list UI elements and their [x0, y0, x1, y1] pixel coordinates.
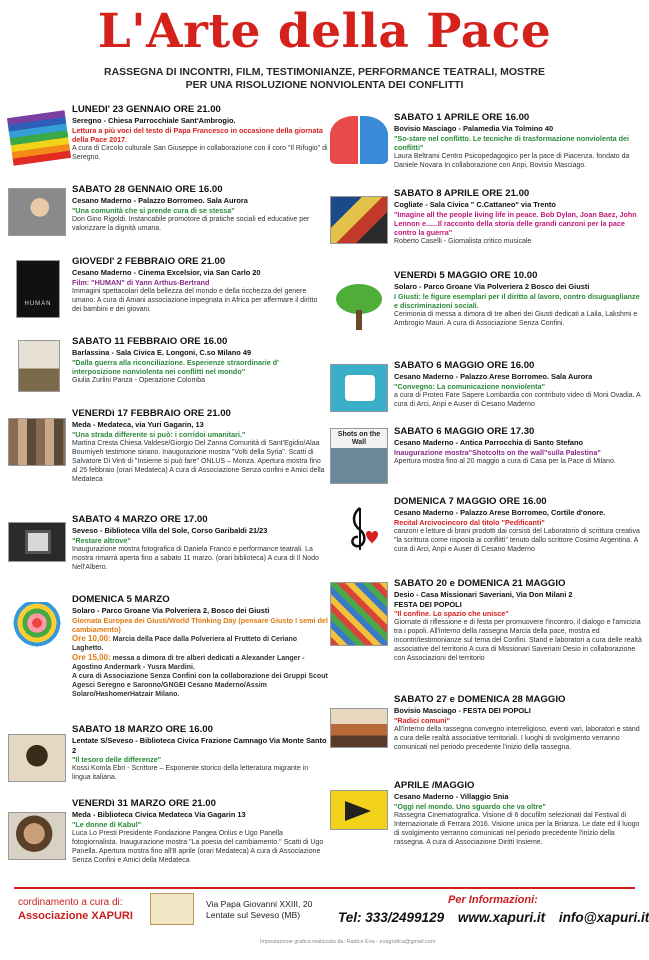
event-highlight: Recital Arcivocincoro dal titolo "Pedificanti"	[394, 517, 545, 527]
event-place-secondary: FESTA DEI POPOLI	[394, 599, 462, 609]
event-date: SABATO 1 APRILE ORE 16.00	[394, 112, 530, 123]
film-poster-label: HUMAN	[24, 301, 52, 307]
event-card	[8, 798, 328, 880]
poster-inner-shape	[345, 375, 375, 401]
event-card	[8, 104, 328, 176]
event-date: SABATO 18 MARZO ORE 16.00	[72, 724, 213, 735]
communication-poster-image	[330, 364, 388, 412]
event-card	[330, 112, 642, 178]
page-subtitle	[20, 66, 629, 92]
event-place: Bovisio Masciago - Palamedia Via Tolmino 40	[394, 124, 554, 133]
event-description: a cura di Proteo Fare Sapere Lombardia con contributo video di Moni Ovadia. A cura di Arci, Anpi e Auser di Cesano Maderno	[394, 391, 641, 408]
event-place: Cesano Maderno - Villaggio Snia	[394, 792, 509, 801]
tree-icon	[330, 284, 388, 332]
event-date: SABATO 28 GENNAIO ORE 16.00	[72, 184, 223, 195]
info-label: Per Informazioni:	[448, 894, 538, 906]
event-description: Apertura mostra fino al 20 maggio a cura di Casa per la Pace di Milano.	[394, 457, 616, 465]
event-description: All'interno della rassegna convegno interreligioso, eventi vari, laboratori e stand a cura delle realtà associative territoriali. I luoghi di svolgimento verranno comunicati nel periodo precedente l'inizio della rassegna.	[394, 725, 640, 751]
email-link[interactable]: info@xapuri.it	[558, 910, 649, 925]
event-place: Bovisio Masciago - FESTA DEI POPOLI	[394, 706, 531, 715]
event-card	[330, 188, 642, 260]
event-highlight: "Una strada differente si può: i corridoi umanitari."	[72, 429, 246, 439]
event-card	[8, 184, 328, 252]
event-description: A cura di Associazione Senza Confini con la collaborazione dei Gruppi Scout Agesci Seregno e Saronno/GNGEI Cesano Maderno/Assim Solaro/HashomerHatzair Milano.	[72, 672, 328, 698]
treble-clef-heart-icon	[330, 504, 388, 552]
event-highlight: Film: "HUMAN" di Yann Arthus-Bertrand	[72, 277, 210, 287]
address-line-1: Via Papa Giovanni XXIII, 20	[206, 899, 313, 909]
coordination-label: cordinamento a cura di:	[18, 897, 123, 908]
event-description: Laura Beltrami Centro Psicopedagogico per la pace di Piacenza. fondato da Daniele Novara In collaborazione con Anpi, Bovisio Masciago.	[394, 152, 630, 169]
people-photo	[330, 708, 388, 748]
event-card	[330, 780, 642, 886]
event-date: DOMENICA 5 MARZO	[72, 594, 170, 605]
event-highlight: "Dalla guerra alla riconciliazione. Esperienze straordinarie d' interposizione nonviolenta nei conflitti nel mondo"	[72, 357, 279, 376]
event-highlight: "Il tesoro delle differenze"	[72, 755, 162, 764]
event-place: Cesano Maderno - Antica Parrocchia di Santo Stefano	[394, 438, 584, 447]
event-highlight: "Restare altrove"	[72, 535, 131, 545]
event-date: VENERDì 5 MAGGIO ORE 10.00	[394, 270, 538, 281]
event-place: Meda - Medateca, via Yuri Gagarin, 13	[72, 420, 204, 429]
megaphone-shape	[345, 801, 371, 821]
organizer-address	[206, 899, 312, 921]
event-card	[8, 724, 328, 796]
event-place: Desio - Casa Missionari Saveriani, Via Don Milani 2	[394, 590, 573, 599]
event-time: Ore 15,00:	[72, 652, 111, 662]
event-highlight: "Convegno: La comunicazione nonviolenta"	[394, 381, 545, 391]
event-place: Solaro - Parco Groane Via Polveriera 2, Bosco dei Giusti	[72, 606, 270, 615]
event-description: canzoni e letture di brani prodotti dai corsisti del Laboratorio di scrittura creativa "la scrittura come risposta ai conflitti" tenuto dallo scrittore Cosimo Argentina. A cura di Arci, Anpi e Auser di Cesano Maderno	[394, 527, 640, 553]
megaphone-poster-image	[330, 790, 388, 830]
phone-number: Tel: 333/2499129	[338, 910, 445, 925]
xapuri-logo-image	[150, 893, 194, 925]
event-detail: Marcia della Pace dalla Polveriera al Frutteto di Ceriano Laghetto.	[72, 635, 298, 652]
event-date: SABATO 20 e DOMENICA 21 MAGGIO	[394, 578, 566, 589]
event-card	[330, 270, 642, 352]
event-card	[8, 256, 328, 330]
event-place: Solaro - Parco Groane Via Polveriera 2 Bosco dei Giusti	[394, 282, 590, 291]
film-poster-image	[16, 260, 60, 318]
event-place: Cesano Maderno - Cinema Excelsior, via San Carlo 20	[72, 268, 261, 277]
event-highlight: "Oggi nel mondo. Uno sguardo che va oltre"	[394, 801, 546, 811]
event-description: Inaugurazione mostra fotografica di Daniela Franco e performance teatrali. La mostra rimarrà aperta fino a sabato 11 marzo. (orari biblioteca) A cura di Il Nodo Nell'Albero.	[72, 545, 319, 571]
event-highlight: I Giusti: le figure esemplari per il diritto al lavoro, contro disuguaglianze e discriminazioni sociali.	[394, 291, 640, 310]
event-card	[8, 336, 328, 400]
event-description: Cerimonia di messa a dimora di tre alberi dei Giusti dedicati a Laila, Lakshmi e Ambrogio Mauri. A cura di Associazione Senza Confini.	[394, 310, 638, 327]
event-description: Roberto Caselli - Giornalista critico musicale	[394, 238, 532, 246]
event-date: SABATO 27 e DOMENICA 28 MAGGIO	[394, 694, 566, 705]
event-description: Giornate di riflessione e di festa per promuovere l'incontro, il dialogo e l'amicizia tra i popoli. All'interno della rassegna Marcia della pace, mostra ed incontri/testimonianze sul tema del Confini. Stand e laboratori a cura delle realtà associative del territorio A cura di Missionari Saveriani Desio in collaborazione con Associazioni del territorio	[394, 619, 642, 663]
footer-divider	[14, 887, 635, 889]
speaker-photo	[8, 188, 66, 236]
event-date: VENERDì 17 FEBBRAIO ORE 21.00	[72, 408, 231, 419]
event-highlight: Lettura a più voci del testo di Papa Francesco in occasione della giornata della Pace 2017.	[72, 125, 323, 144]
event-date: VENERDì 31 MARZO ORE 21.00	[72, 798, 216, 809]
event-card	[8, 594, 328, 718]
tree-of-hands-image	[8, 602, 66, 662]
event-highlight: "Il confine. Lo spazio che unisce"	[394, 609, 509, 618]
event-description: Luca Lo Presti Presidente Fondazione Pangea Onlus e Ugo Panella fotogiornalista. Inaugurazione mostra "La poesia del cambiamento." Scatti di Ugo Panella. Apertura mostra fino all'8 aprile (orari Medateca) A cura di Associazione Senza Confini e Amici della Medateca	[72, 829, 324, 864]
event-date: SABATO 11 FEBBRAIO ORE 16.00	[72, 336, 228, 347]
event-date: DOMENICA 7 MAGGIO ORE 16.00	[394, 496, 547, 507]
event-description: A cura di Circolo culturale San Giuseppe in collaborazione con il coro "Il Rifugio" di Seregno.	[72, 144, 328, 161]
address-line-2: Lentate sul Seveso (MB)	[206, 910, 301, 920]
event-description: Kossi Komla Ebri - Scrittore – Esponente storico della letteratura migrante in lingua italiana.	[72, 765, 309, 782]
event-place: Cogliate - Sala Civica " C.Cattaneo" via Trento	[394, 200, 556, 209]
event-place: Meda - Biblioteca Civica Medateca Via Gagarin 13	[72, 810, 246, 819]
event-highlight: "Le donne di Kabul"	[72, 819, 142, 829]
treble-clef-svg	[330, 504, 388, 552]
event-description: Rassegna Cinematografica. Visione di 6 docufilm selezionati dal Festival di Internazionale di Ferrara 2016. Visione unica per la Brianza. Le date ed il luogo di svolgimento verranno comunicati nel periodo precedente l'inizio della rassegna. A cura di Associazione Diritti Insieme.	[394, 811, 640, 846]
shots-on-the-wall-image	[330, 428, 388, 484]
event-date: SABATO 6 MAGGIO ORE 17.30	[394, 426, 535, 437]
event-card	[330, 426, 642, 492]
event-place: Cesano Maderno - Palazzo Borromeo. Sala Aurora	[72, 196, 248, 205]
event-card	[330, 694, 642, 766]
event-highlight: Inaugurazione mostra"Shotcolts on the wall"sulla Palestina"	[394, 447, 601, 457]
event-description: Immagini spettacolari della bellezza del mondo e della ricchezza del genere umano. A cura di Amani associazione impegnata in Africa per affermare il diritto dei bambini e dei giovani.	[72, 287, 318, 313]
event-time: Ore 10,00:	[72, 633, 111, 643]
event-highlight: "Imagine all the people living life in peace. Bob Dylan, Joan Baez, John Lennon e......Il racconto della storia delle grandi canzoni per la pace contro la guerra"	[394, 209, 637, 237]
page-title: L'Arte della Pace	[97, 4, 552, 59]
event-card	[8, 408, 328, 508]
event-detail: messa a dimora di tre alberi dedicati a Alexander Langer - Agostino Andermark - Yusra Mardini.	[72, 654, 305, 671]
event-highlight: "Radici comuni"	[394, 715, 450, 725]
event-description: Don Gino Rigoldi. Instancabile promotore di pratiche sociali ed educative per valorizzare la dignità umana.	[72, 215, 310, 232]
speaker-photo	[8, 734, 66, 782]
event-date: SABATO 8 APRILE ORE 21.00	[394, 188, 530, 199]
poster-title-label: Shots on the Wall	[337, 431, 381, 446]
musicians-collage-image	[330, 196, 388, 244]
event-card	[330, 578, 642, 688]
subtitle-line-2: PER UNA RISOLUZIONE NONVIOLENTA DEI CONFLITTI	[185, 79, 464, 91]
event-date: LUNEDI' 23 GENNAIO ORE 21.00	[72, 104, 221, 115]
event-date: SABATO 6 MAGGIO ORE 16.00	[394, 360, 535, 371]
event-place: Cesano Maderno - Palazzo Arese Borromeo, Cortile d'onore.	[394, 508, 606, 517]
event-place: Barlassina - Sala Civica E. Longoni, C.so Milano 49	[72, 348, 252, 357]
design-credit: Impostazione grafica realizzata da: Radice Eva - evagrafica@gmail.com	[260, 939, 436, 945]
event-card	[8, 514, 328, 584]
event-description: Martina Cresta Chiesa Valdese/Giorgio Del Zanna Comunità di Sant'Egidio/Alaa Bourniyeh testimone siriano. Inaugurazione mostra "Volti della Syria". Scatti di Salvatore Di Vinti di "Insieme si può fare" ONLUS – Monza. Apertura mostra fino al 25 febbraio (orari Medateca) A cura di Associazione Senza confini e Amici della Medateca	[72, 439, 325, 483]
event-date: APRILE /MAGGIO	[394, 780, 475, 791]
event-card	[330, 496, 642, 574]
subtitle-line-1: RASSEGNA DI INCONTRI, FILM, TESTIMONIANZE, PERFORMANCE TEATRALI, MOSTRE	[104, 66, 545, 78]
event-highlight: "Una comunità che si prende cura di se stessa"	[72, 205, 235, 215]
kabul-women-photo	[8, 812, 66, 860]
event-place: Lentate S/Seveso - Biblioteca Civica Frazione Camnago Via Monte Santo 2	[72, 736, 327, 755]
peace-flag-image	[7, 110, 71, 166]
website-link[interactable]: www.xapuri.it	[457, 910, 546, 925]
event-date: SABATO 4 MARZO ORE 17.00	[72, 514, 208, 525]
two-faces-image	[330, 116, 388, 164]
event-place: Seveso - Biblioteca Villa del Sole, Corso Garibaldi 21/23	[72, 526, 268, 535]
window-photo-image	[8, 522, 66, 562]
event-card	[330, 360, 642, 422]
tree-trunk-shape	[356, 310, 362, 330]
event-place: Cesano Maderno - Palazzo Arese Borromeo. Sala Aurora	[394, 372, 593, 381]
window-frame-shape	[25, 530, 51, 554]
contacts-row	[338, 910, 649, 925]
event-date: GIOVEDI' 2 FEBBRAIO ORE 21.00	[72, 256, 226, 267]
event-highlight: Giornata Europea dei Giusti/World Thinking Day (pensare Giusto I semi del cambiamento)	[72, 615, 328, 634]
event-place: Seregno - Chiesa Parrocchiale Sant'Ambrogio.	[72, 116, 236, 125]
event-highlight: "So-stare nel conflitto. Le tecniche di trasformazione nonviolenta dei conflitti"	[394, 133, 630, 152]
faces-collage-image	[8, 418, 66, 466]
book-cover-image	[18, 340, 60, 392]
organizer-name: Associazione XAPURI	[18, 910, 133, 922]
event-description: Giulia Zurlini Panza - Operazione Colomba	[72, 376, 206, 384]
festival-crowd-photo	[330, 582, 388, 646]
